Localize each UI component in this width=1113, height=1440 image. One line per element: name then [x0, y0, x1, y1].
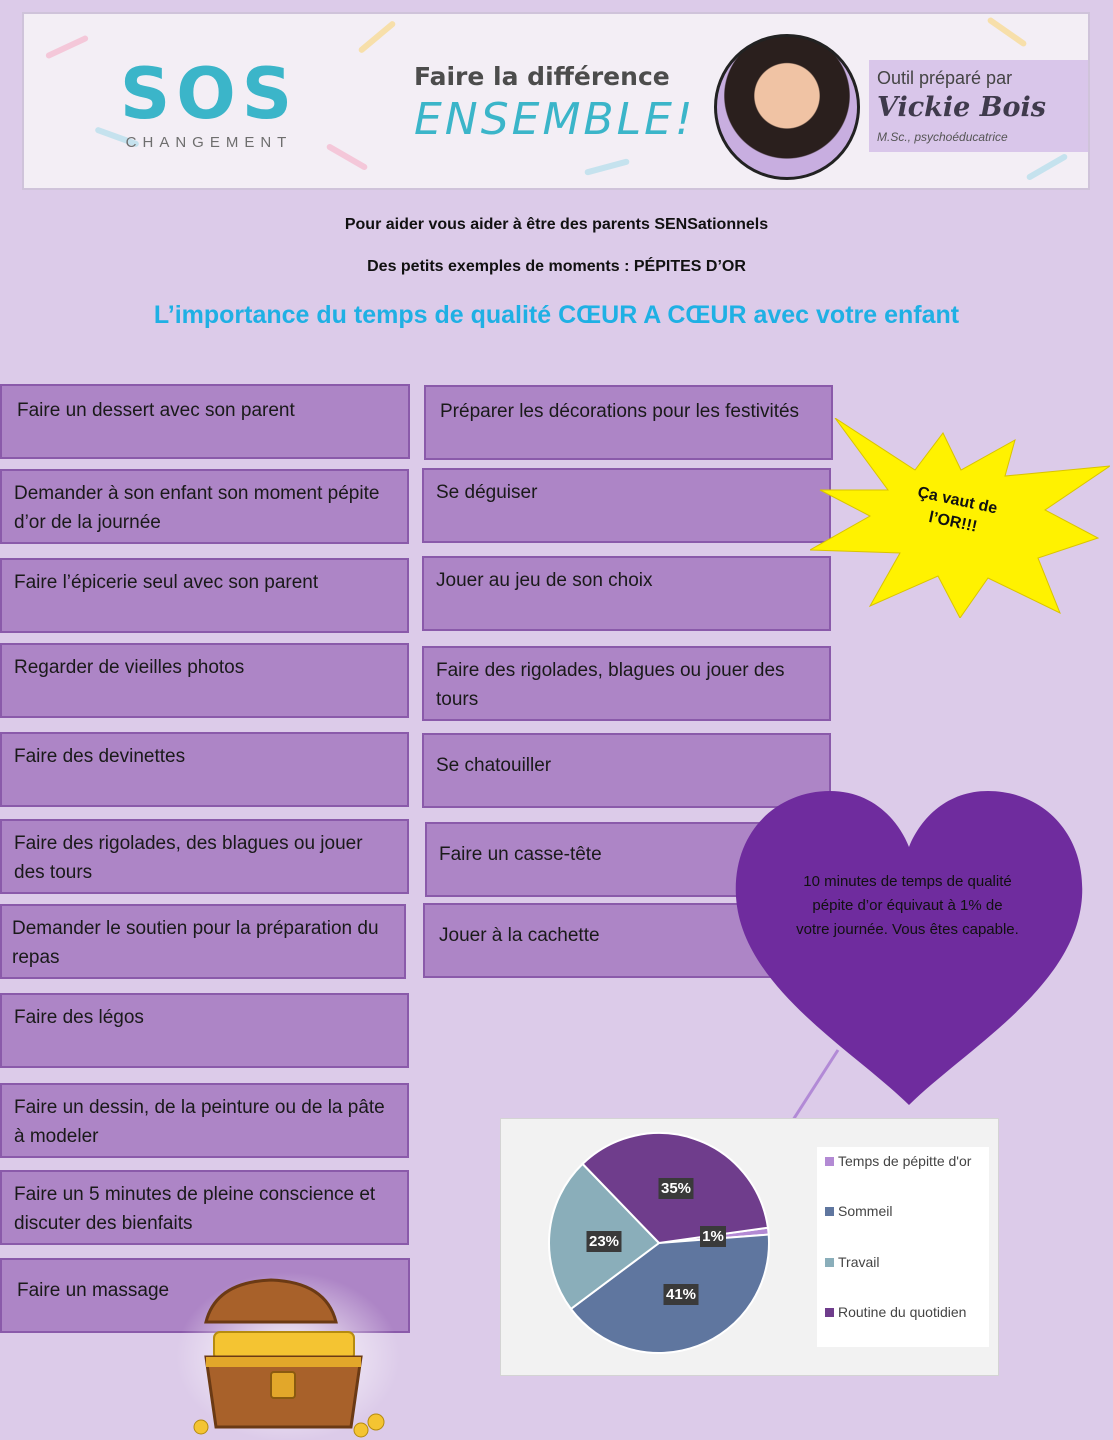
legend-item	[825, 1201, 978, 1221]
star-text: Ça vaut de l’OR!!!	[916, 484, 999, 536]
pie-data-label	[659, 1178, 694, 1199]
activity-card: Préparer les décorations pour les festivités	[424, 385, 833, 460]
activity-card: Faire l’épicerie seul avec son parent	[0, 558, 409, 633]
author-block	[869, 60, 1089, 152]
author-intro: Outil préparé par	[877, 68, 1013, 88]
legend-swatch	[825, 1207, 834, 1216]
svg-text:23%: 23%	[588, 1233, 620, 1250]
activity-card: Regarder de vieilles photos	[0, 643, 409, 718]
activity-card: Faire un massage	[0, 1258, 410, 1333]
svg-text:35%: 35%	[660, 1180, 692, 1197]
treasure-chest-icon	[176, 1262, 401, 1440]
legend-label: Temps de pépitte d'or	[838, 1153, 972, 1169]
author-photo	[714, 34, 860, 180]
chart-legend	[817, 1147, 989, 1347]
svg-text:1%: 1%	[702, 1228, 724, 1245]
legend-label: Travail	[838, 1254, 880, 1270]
author-name: Vickie Bois	[877, 92, 1047, 123]
activity-card: Se chatouiller	[422, 733, 831, 808]
sos-logo	[114, 54, 314, 174]
pie-data-label	[664, 1284, 699, 1305]
activity-card: Faire un 5 minutes de pleine conscience et discuter des bienfaits	[0, 1170, 409, 1245]
pie-data-label	[700, 1226, 726, 1247]
legend-swatch	[825, 1308, 834, 1317]
activity-card: Faire des devinettes	[0, 732, 409, 807]
activity-card: Jouer à la cachette	[423, 903, 832, 978]
activity-card: Faire un dessin, de la peinture ou de la pâte à modeler	[0, 1083, 409, 1158]
legend-item	[825, 1302, 978, 1322]
tagline-line1: Faire la différence	[414, 62, 670, 91]
activity-card: Faire des rigolades, blagues ou jouer des tours	[422, 646, 831, 721]
activity-card: Faire un casse-tête	[425, 822, 834, 897]
activity-card: Faire des légos	[0, 993, 409, 1068]
legend-item	[825, 1151, 978, 1171]
pie-data-label	[587, 1231, 622, 1252]
page-title: L’importance du temps de qualité CŒUR A CŒUR avec votre enfant	[153, 301, 960, 329]
subtitle-line2: Des petits exemples de moments : PÉPITES D’OR	[367, 258, 746, 275]
legend-label: Sommeil	[838, 1203, 893, 1219]
pie-chart-svg	[501, 1119, 811, 1377]
activity-card: Demander le soutien pour la préparation du repas	[0, 904, 406, 979]
legend-swatch	[825, 1258, 834, 1267]
author-title: M.Sc., psychoéducatrice	[877, 130, 1008, 144]
header-banner	[22, 12, 1090, 190]
logo-subtitle: CHANGEMENT	[125, 134, 293, 151]
svg-text:41%: 41%	[665, 1286, 697, 1303]
heart-text: 10 minutes de temps de qualité pépite d’or équivaut à 1% de votre journée. Vous êtes capable.	[796, 873, 1019, 938]
subtitle-line1: Pour aider vous aider à être des parents SENSationnels	[344, 216, 769, 233]
legend-swatch	[825, 1157, 834, 1166]
activity-card: Se déguiser	[422, 468, 831, 543]
legend-label: Routine du quotidien	[838, 1304, 967, 1320]
time-pie-chart	[500, 1118, 999, 1376]
legend-item	[825, 1252, 978, 1272]
tagline-line2: ENSEMBLE!	[414, 94, 696, 145]
logo-letters: SOS	[119, 53, 299, 135]
activity-card: Jouer au jeu de son choix	[422, 556, 831, 631]
gold-star-burst	[810, 418, 1110, 618]
activity-card: Faire un dessert avec son parent	[0, 384, 410, 459]
activity-card: Faire des rigolades, des blagues ou jouer des tours	[0, 819, 409, 894]
activity-card: Demander à son enfant son moment pépite d’or de la journée	[0, 469, 409, 544]
